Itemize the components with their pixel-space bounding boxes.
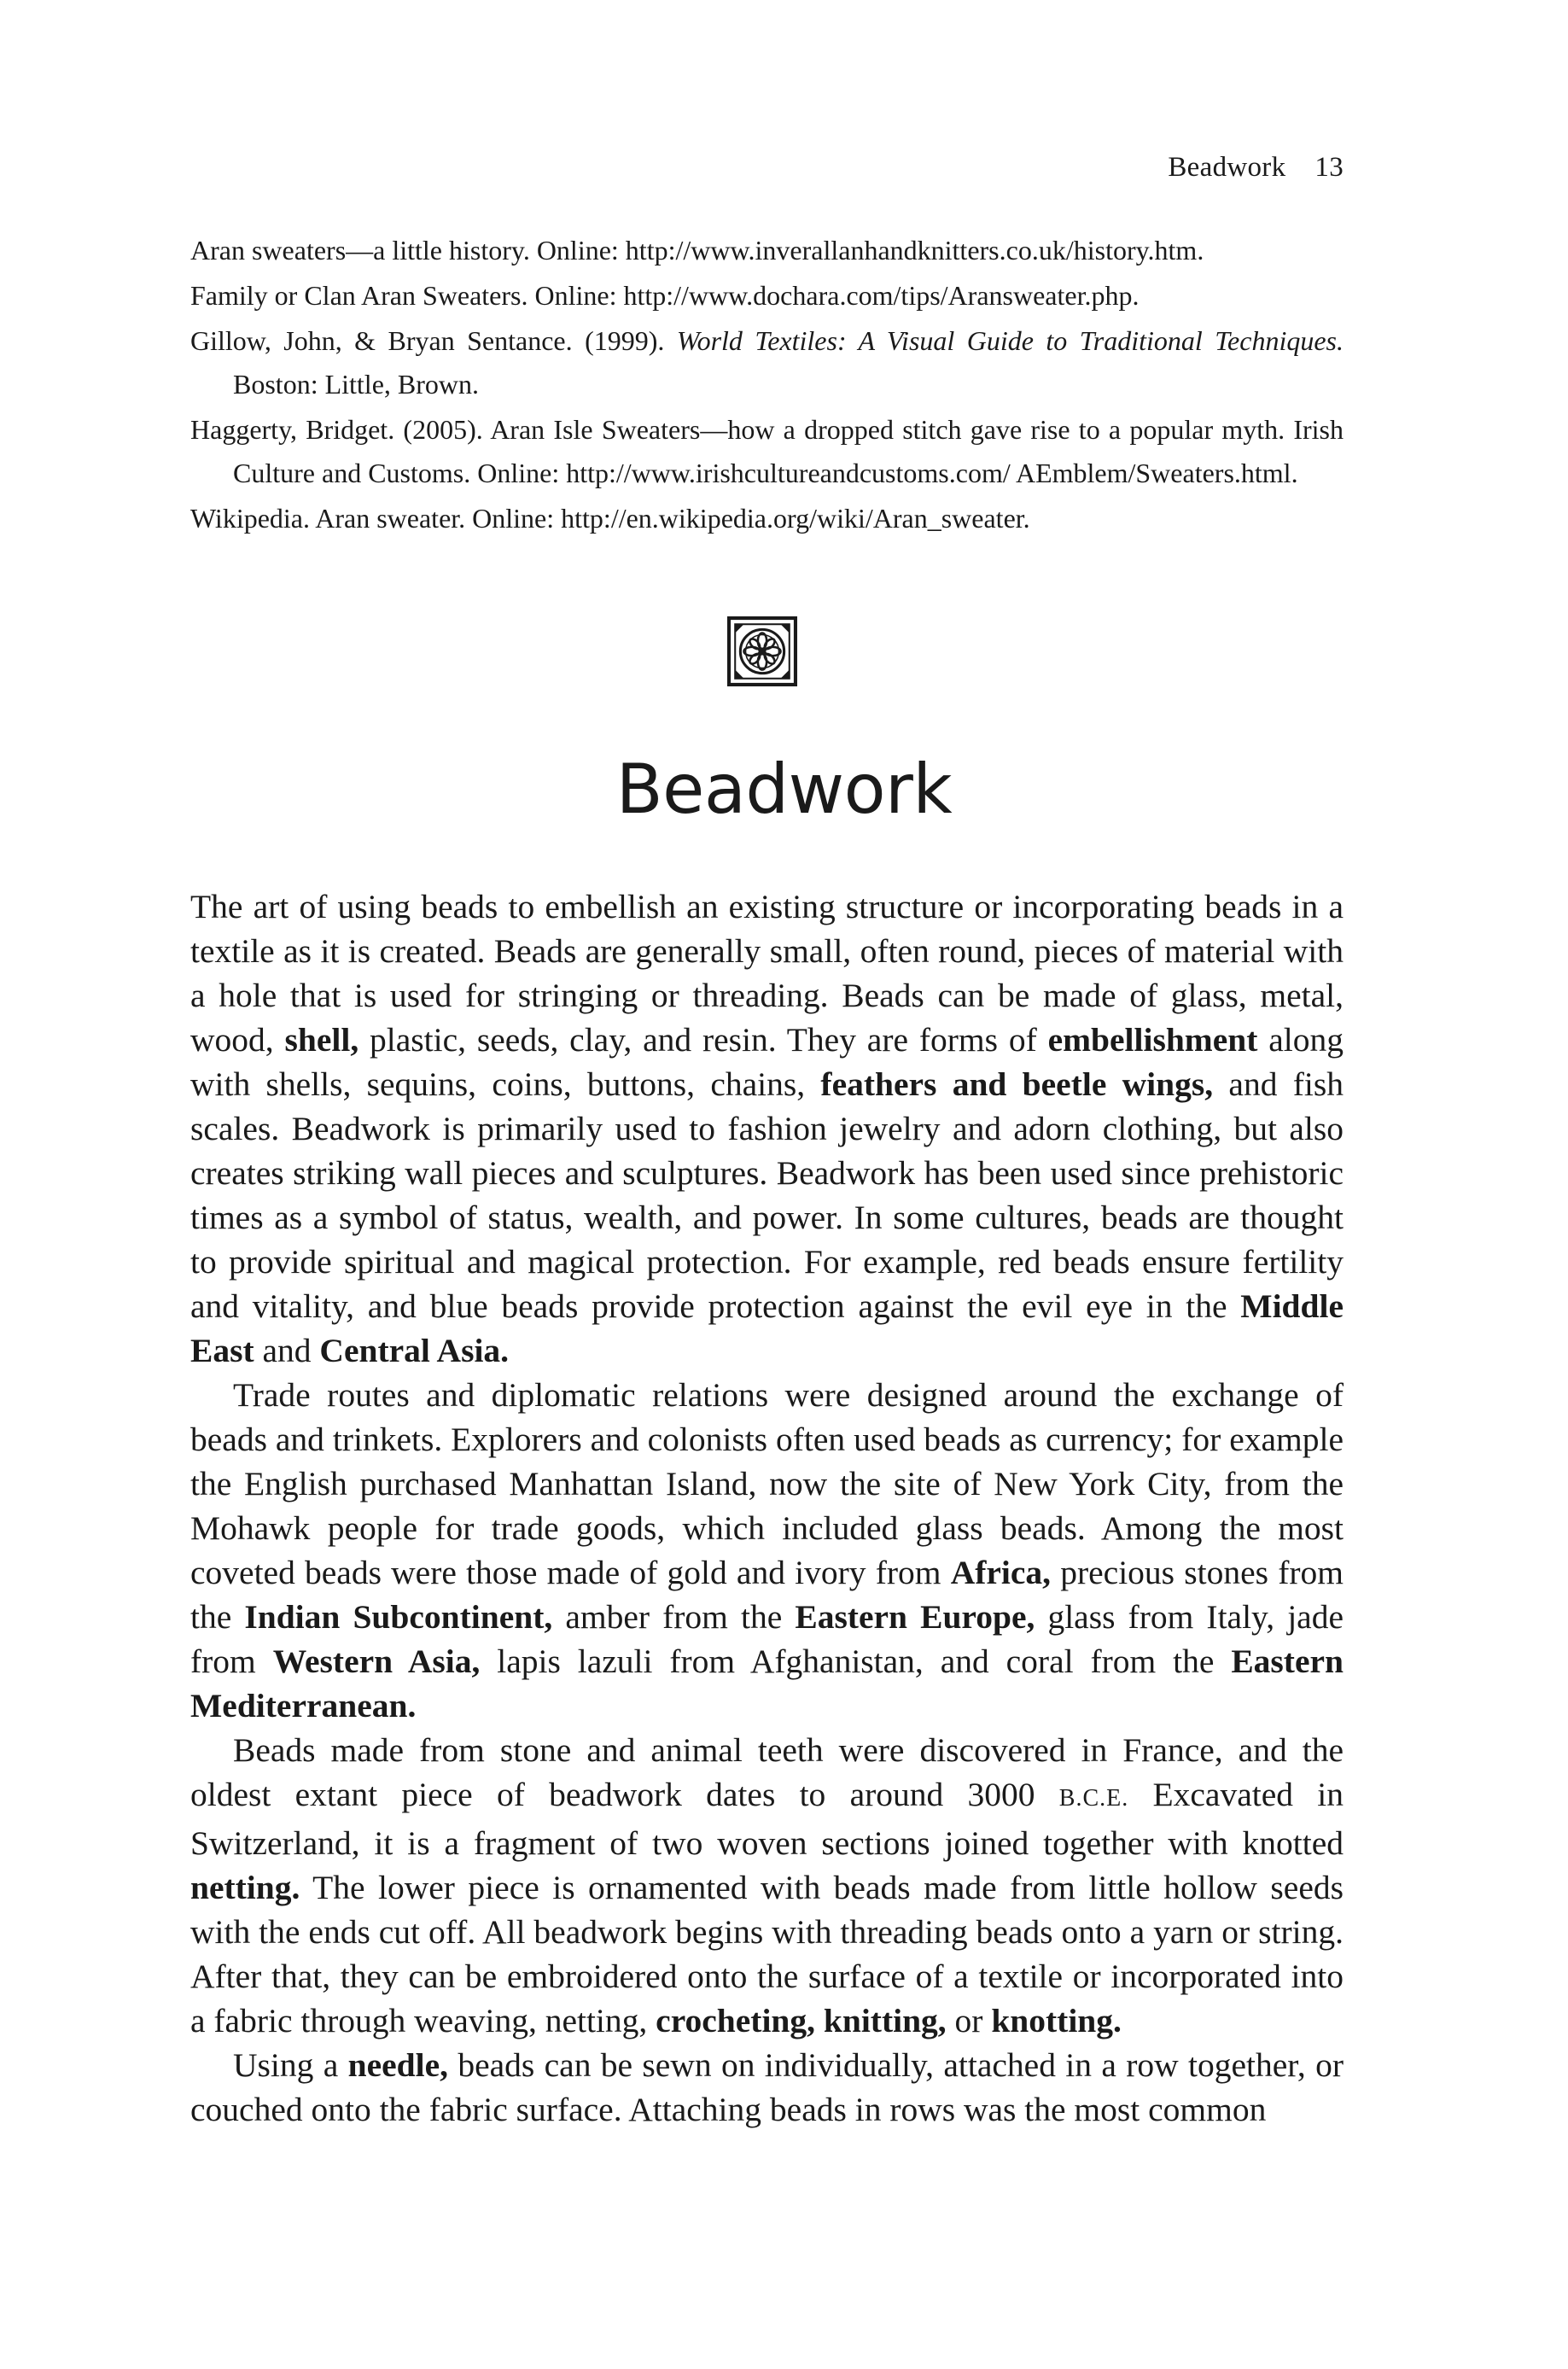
text-run: and fish scales. Beadwork is primarily used to fashion jewelry and adorn clothing, but also creates striking wall pieces and sculptures. Beadwork has been used since prehistoric times as a symbol of status, wealth, and power. In some cultures, beads are thought to provide spiritual and magical protection. For example, red beads ensure fertility and vitality, and blue beads provide protection against the evil eye in the <box>190 1065 1344 1325</box>
text-run: The art of using beads to embellish an existing structure or incorporating beads in a textile as it is created. Beads are generally small, often round, pieces of material with a hole that is used for stringing or threading. Beads can be made of glass, metal, wood, <box>190 888 1344 1059</box>
text-run: plastic, seeds, clay, and resin. They are forms of <box>358 1021 1048 1059</box>
running-head-title: Beadwork <box>1168 152 1286 183</box>
reference-entry <box>190 229 1344 272</box>
reference-entry <box>190 408 1344 495</box>
bold-term: Indian Subcontinent, <box>244 1598 553 1636</box>
bold-term: netting. <box>190 1869 300 1906</box>
era-abbreviation: B.C.E. <box>1058 1785 1129 1812</box>
text-run: Trade routes and diplomatic relations were designed around the exchange of beads and trinkets. Explorers and colonists often used beads as currency; for example the English purchased Manhattan Island, now the site of New York City, from the Mohawk people for trade goods, which included glass beads. Among the most coveted beads were those made of gold and ivory from <box>190 1376 1344 1591</box>
text-run: glass from Italy, jade from <box>190 1598 1344 1680</box>
text-run: Aran sweaters—a little history. Online: http://www.inverallanhandknitters.co.uk/history.htm. <box>190 235 1204 265</box>
bold-term: needle, <box>347 2046 448 2084</box>
text-run: precious stones from the <box>190 1554 1344 1636</box>
text-run: Haggerty, Bridget. (2005). Aran Isle Sweaters—how a dropped stitch gave rise to a popular myth. Irish Culture and Customs. Online: http://www.irishcultureandcustoms.com/ AEmblem/Sweaters.html. <box>190 414 1344 488</box>
text-run: Gillow, John, & Bryan Sentance. (1999). <box>190 325 677 356</box>
body-paragraph <box>190 2043 1344 2132</box>
text-run: The lower piece is ornamented with beads made from little hollow seeds with the ends cut off. All beadwork begins with threading beads onto a yarn or string. After that, they can be embroidered onto the surface of a textile or incorporated into a fabric through weaving, netting, <box>190 1869 1344 2039</box>
references-list <box>190 229 1344 542</box>
body-paragraph <box>190 884 1344 1373</box>
text-run: Using a <box>233 2046 348 2084</box>
bold-term: Central Asia. <box>319 1332 510 1369</box>
text-run: and <box>254 1332 320 1369</box>
bold-term: Africa, <box>950 1554 1052 1591</box>
bold-term: embellishment <box>1047 1021 1258 1059</box>
entry-title: Beadwork <box>615 750 953 829</box>
text-run: Beads made from stone and animal teeth were discovered in France, and the oldest extant piece of beadwork dates to around 3000 <box>190 1731 1344 1813</box>
text-run: Wikipedia. Aran sweater. Online: http://en.wikipedia.org/wiki/Aran_sweater. <box>190 503 1030 534</box>
bold-term: Eastern Europe, <box>795 1598 1035 1636</box>
bold-term: Western Asia, <box>272 1643 481 1680</box>
reference-entry <box>190 497 1344 540</box>
text-run: Boston: Little, Brown. <box>233 369 479 400</box>
body-paragraph <box>190 1373 1344 1728</box>
body-paragraph <box>190 1728 1344 2043</box>
bold-term: crocheting, knitting, <box>656 2002 947 2039</box>
text-run: along with shells, sequins, coins, buttons, chains, <box>190 1021 1344 1103</box>
text-run: lapis lazuli from Afghanistan, and coral from the <box>480 1643 1232 1680</box>
text-run: amber from the <box>552 1598 796 1636</box>
reference-entry <box>190 319 1344 406</box>
celtic-knot-ornament-icon <box>727 616 797 686</box>
bold-term: knotting. <box>991 2002 1122 2039</box>
text-run: or <box>946 2002 992 2039</box>
bold-term: shell, <box>284 1021 359 1059</box>
page-number: 13 <box>1314 152 1344 183</box>
bold-term: Eastern Mediterranean. <box>190 1643 1344 1724</box>
bold-term: feathers and beetle wings, <box>820 1065 1214 1103</box>
reference-entry <box>190 274 1344 318</box>
text-run: Family or Clan Aran Sweaters. Online: http://www.dochara.com/tips/Aransweater.php. <box>190 280 1140 311</box>
bold-term: Middle East <box>190 1287 1344 1369</box>
text-run: Excavated in Switzerland, it is a fragment of two woven sections joined together with knotted <box>190 1776 1344 1862</box>
running-head <box>1168 152 1344 184</box>
italic-title: World Textiles: A Visual Guide to Traditional Techniques. <box>676 325 1344 356</box>
entry-body <box>190 884 1344 2132</box>
text-run: beads can be sewn on individually, attached in a row together, or couched onto the fabric surface. Attaching beads in rows was the most common <box>190 2046 1344 2128</box>
